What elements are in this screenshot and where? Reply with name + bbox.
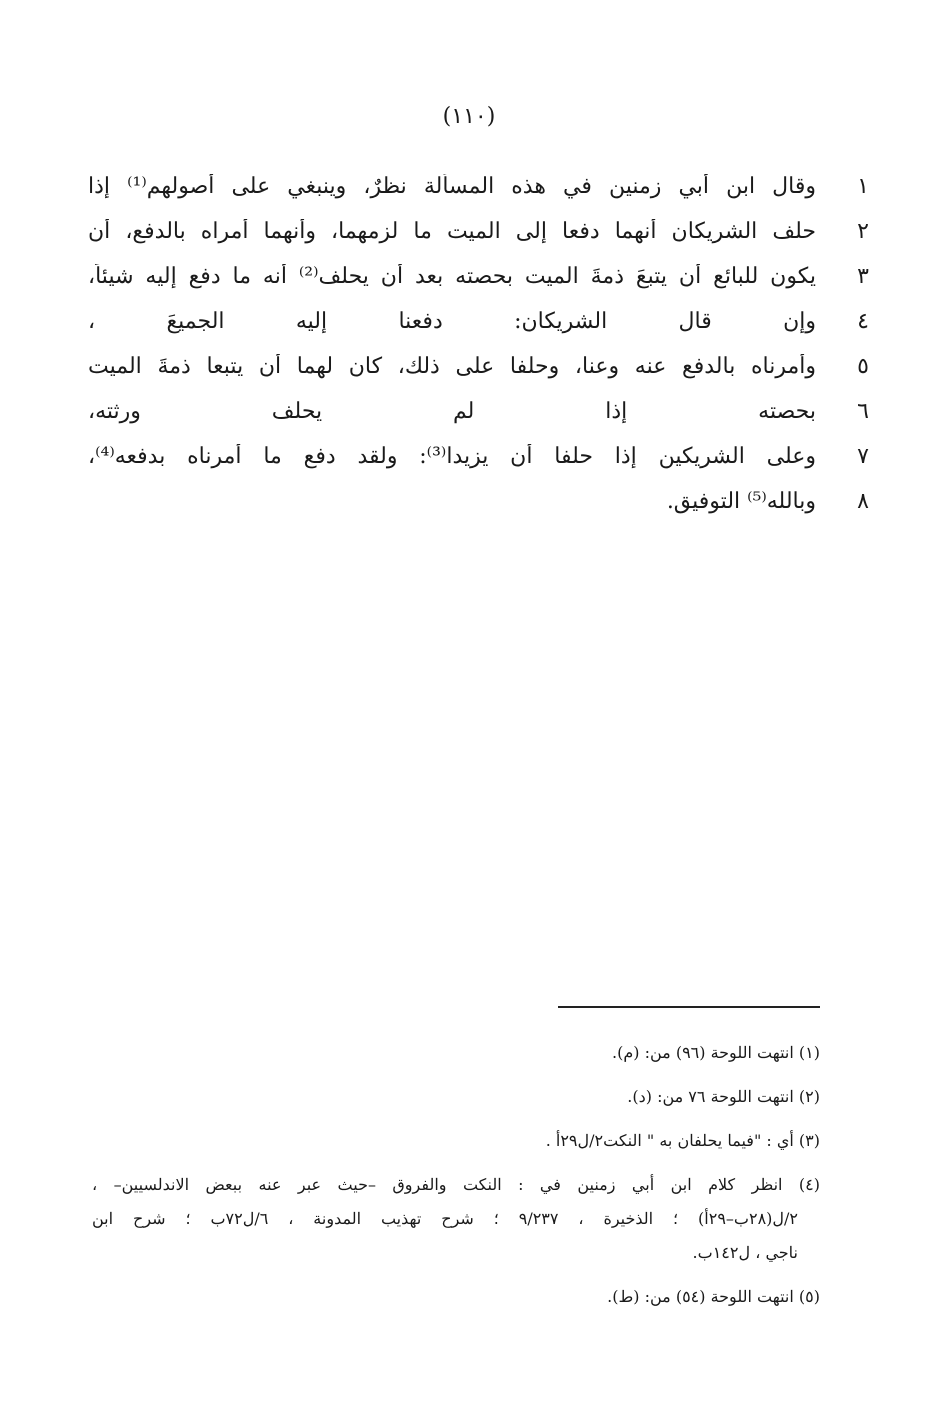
- footnote: (١) انتهت اللوحة (٩٦) من: (م).: [612, 1043, 820, 1062]
- line-number: ٤: [857, 309, 869, 334]
- footnote-separator: [558, 1006, 820, 1008]
- footnote-line: (٤) انظر كلام ابن أبي زمنين في : النكت والفروق –حيث عبر عنه ببعض الاندلسيين– ،: [92, 1175, 820, 1194]
- footnote-line: ٢/ل(٢٨ب–٢٩أ) ؛ الذخيرة ، ٩/٢٣٧ ؛ شرح تهذيب المدونة ، ٦/ل٧٢ب ؛ شرح ابن: [92, 1209, 799, 1228]
- line-text: يكون للبائع أن يتبعَ ذمةَ الميت بحصته بعد أن يحلف⁽²⁾ أنه ما دفع إليه شيئاً،: [88, 264, 816, 289]
- line-number: ١: [857, 174, 869, 199]
- line-number: ٦: [857, 399, 869, 424]
- text-line: [88, 397, 878, 442]
- footnotes: [92, 1036, 820, 1324]
- line-text: بحصته إذا لم يحلف ورثته،: [88, 399, 816, 424]
- footnote-line: ناجي ، ل١٤٢ب.: [692, 1243, 798, 1262]
- line-number: ٨: [857, 489, 869, 514]
- text-line: [88, 217, 878, 262]
- footnote: (٢) انتهت اللوحة ٧٦ من: (د).: [627, 1087, 820, 1106]
- line-text: وأمرناه بالدفع عنه وعنا، وحلفا على ذلك، كان لهما أن يتبعا ذمةَ الميت: [88, 354, 816, 379]
- text-line: [88, 442, 878, 487]
- text-line: [88, 172, 878, 217]
- text-line: [88, 262, 878, 307]
- line-text: وعلى الشريكين إذا حلفا أن يزيدا⁽³⁾: ولقد دفع ما أمرناه بدفعه⁽⁴⁾،: [88, 444, 816, 469]
- line-number: ٢: [857, 219, 869, 244]
- line-number: ٣: [857, 264, 869, 289]
- line-text: حلف الشريكان أنهما دفعا إلى الميت ما لزمهما، وأنهما أمراه بالدفع، أن: [88, 219, 816, 244]
- line-text: وإن قال الشريكان: دفعنا إليه الجميعَ ،: [88, 309, 816, 334]
- main-text: [88, 172, 878, 532]
- line-text: وقال ابن أبي زمنين في هذه المسألة نظرٌ، وينبغي على أصولهم⁽¹⁾ إذا: [88, 174, 816, 199]
- footnote: [92, 1168, 820, 1270]
- footnote: (٥) انتهت اللوحة (٥٤) من: (ط).: [607, 1287, 820, 1306]
- footnote: (٣) أي : "فيما يحلفان به " النكت٢/ل٢٩أ .: [545, 1131, 820, 1150]
- line-number: ٥: [857, 354, 869, 379]
- text-line: [88, 352, 878, 397]
- page-number: (١١٠): [442, 104, 496, 129]
- text-line: [88, 487, 878, 532]
- line-text: وبالله⁽⁵⁾ التوفيق.: [666, 489, 816, 514]
- line-number: ٧: [857, 444, 869, 469]
- text-line: [88, 307, 878, 352]
